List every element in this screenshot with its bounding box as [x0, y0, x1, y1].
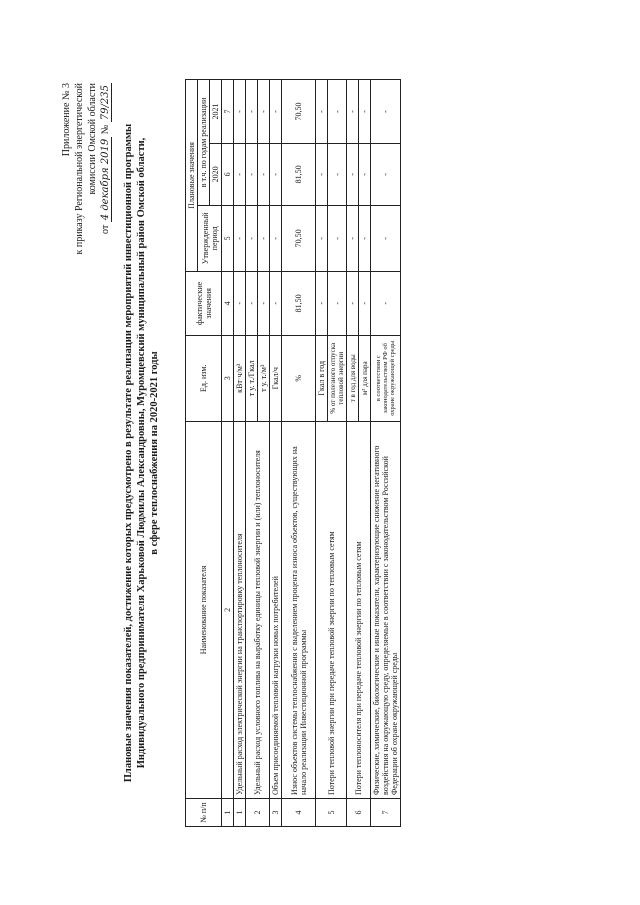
- row-unit: % от полезного отпуска тепловой энергии: [328, 335, 347, 421]
- table-row: [234, 79, 246, 826]
- row-2020: -: [270, 143, 282, 205]
- row-actual: -: [270, 271, 282, 335]
- row-approved: -: [359, 205, 371, 271]
- row-actual: -: [258, 271, 270, 335]
- appendix-order-line: к приказу Региональной энергетической: [74, 82, 85, 254]
- row-2020: -: [258, 143, 270, 205]
- row-2021: -: [371, 79, 401, 143]
- row-unit: Гкал в год: [316, 335, 328, 421]
- column-index-row: [222, 79, 234, 826]
- row-unit: м³ для пара: [359, 335, 371, 421]
- row-num: 1: [234, 798, 246, 826]
- heading-line-2: Индивидуального предпринимателя Харьковой Людмилы Александровны, Муромцевский муниципальный район Омской области,: [136, 137, 147, 768]
- row-approved: -: [371, 205, 401, 271]
- header-by-years: в т.ч. по годам реализации: [198, 79, 210, 205]
- row-name: Потери тепловой энергии при передаче тепловой энергии по тепловым сетям: [316, 421, 347, 798]
- row-approved: -: [234, 205, 246, 271]
- row-approved: -: [347, 205, 359, 271]
- header-planned: Плановые значения: [186, 79, 198, 271]
- row-unit: в соответствии с законодательством РФ об охране окружающей среды: [371, 335, 401, 421]
- row-2020: -: [347, 143, 359, 205]
- header-name: Наименование показателя: [186, 421, 222, 798]
- row-2021: -: [347, 79, 359, 143]
- number-prefix: №: [100, 124, 111, 134]
- index-cell: 6: [222, 143, 234, 205]
- row-actual: -: [316, 271, 328, 335]
- row-2020: -: [316, 143, 328, 205]
- row-num: 4: [282, 798, 316, 826]
- table-row: [270, 79, 282, 826]
- row-2021: -: [316, 79, 328, 143]
- table-row: [371, 79, 401, 826]
- row-unit: Гкал/ч: [270, 335, 282, 421]
- row-unit: %: [282, 335, 316, 421]
- row-num: 7: [371, 798, 401, 826]
- row-unit: т у. т./Гкал: [246, 335, 258, 421]
- appendix-commission-line: комиссии Омской области: [87, 82, 98, 195]
- row-num: 3: [270, 798, 282, 826]
- index-cell: 1: [222, 798, 234, 826]
- table-row: [282, 79, 316, 826]
- row-name: Удельный расход электрической энергии на транспортировку теплоносителя: [234, 421, 246, 798]
- appendix-date-line: [99, 83, 112, 254]
- row-approved: -: [316, 205, 328, 271]
- heading-line-1: Плановые значения показателей, достижение которых предусмотрено в результате реализации мероприятий инвестиционной программы: [123, 123, 134, 782]
- row-num: 6: [347, 798, 371, 826]
- header-num: № п/п: [186, 798, 222, 826]
- row-2020: -: [371, 143, 401, 205]
- appendix-number: Приложение № 3: [61, 82, 72, 156]
- row-2021: -: [359, 79, 371, 143]
- row-2020: -: [234, 143, 246, 205]
- header-2020: 2020: [210, 143, 222, 205]
- row-name: Износ объектов системы теплоснабжения с выделением процента износа объектов, существующих на начало реализации Инвестиционной программы: [282, 421, 316, 798]
- row-2021: -: [328, 79, 347, 143]
- row-unit: т в год для воды: [347, 335, 359, 421]
- row-num: 5: [316, 798, 347, 826]
- rotated-document-page: [60, 73, 580, 833]
- document-heading: [122, 83, 161, 823]
- row-name: Потери теплоносителя при передаче тепловой энергии по тепловым сетям: [347, 421, 371, 798]
- row-approved: -: [270, 205, 282, 271]
- header-2021: 2021: [210, 79, 222, 143]
- index-cell: 2: [222, 421, 234, 798]
- row-approved: -: [246, 205, 258, 271]
- row-actual: -: [328, 271, 347, 335]
- row-2020: -: [359, 143, 371, 205]
- row-name: Удельный расход условного топлива на выработку единицы тепловой энергии и (или) теплоносителя: [246, 421, 270, 798]
- row-num: 2: [246, 798, 270, 826]
- row-unit: т у. т./м³: [258, 335, 270, 421]
- row-name: Физические, химические, биологические и иные показатели, характеризующие снижение негативного воздействия на окружающую среду, определяемые в соответствии с законодательством Российской Федерации об охране окружающей среды: [371, 421, 401, 798]
- row-2021: 70,50: [282, 79, 316, 143]
- index-cell: 3: [222, 335, 234, 421]
- row-2021: -: [234, 79, 246, 143]
- row-approved: -: [258, 205, 270, 271]
- table-row: [246, 79, 258, 826]
- header-actual: фактические значения: [186, 271, 222, 335]
- row-2020: -: [328, 143, 347, 205]
- heading-line-3: в сфере теплоснабжения на 2020-2021 годы: [149, 350, 160, 555]
- row-2021: -: [270, 79, 282, 143]
- row-actual: 81,50: [282, 271, 316, 335]
- row-actual: -: [359, 271, 371, 335]
- header-approved: Утвержденный период: [198, 205, 222, 271]
- row-2021: -: [246, 79, 258, 143]
- index-cell: 7: [222, 79, 234, 143]
- row-actual: -: [347, 271, 359, 335]
- row-actual: -: [246, 271, 258, 335]
- row-name: Объем присоединяемой тепловой нагрузки новых потребителей: [270, 421, 282, 798]
- row-actual: -: [371, 271, 401, 335]
- handwritten-number: 79/235: [100, 84, 111, 120]
- table-row: [347, 79, 359, 826]
- date-prefix: от: [100, 224, 111, 234]
- row-unit: кВт·ч/м³: [234, 335, 246, 421]
- row-actual: -: [234, 271, 246, 335]
- indicators-table: [185, 79, 401, 827]
- row-2021: -: [258, 79, 270, 143]
- index-cell: 5: [222, 205, 234, 271]
- row-2020: -: [246, 143, 258, 205]
- appendix-block: [60, 83, 112, 254]
- handwritten-date: 4 декабря 2019: [100, 138, 111, 220]
- row-approved: 70,50: [282, 205, 316, 271]
- row-2020: 81,50: [282, 143, 316, 205]
- header-unit: Ед. изм.: [186, 335, 222, 421]
- row-approved: -: [328, 205, 347, 271]
- table-row: [316, 79, 328, 826]
- index-cell: 4: [222, 271, 234, 335]
